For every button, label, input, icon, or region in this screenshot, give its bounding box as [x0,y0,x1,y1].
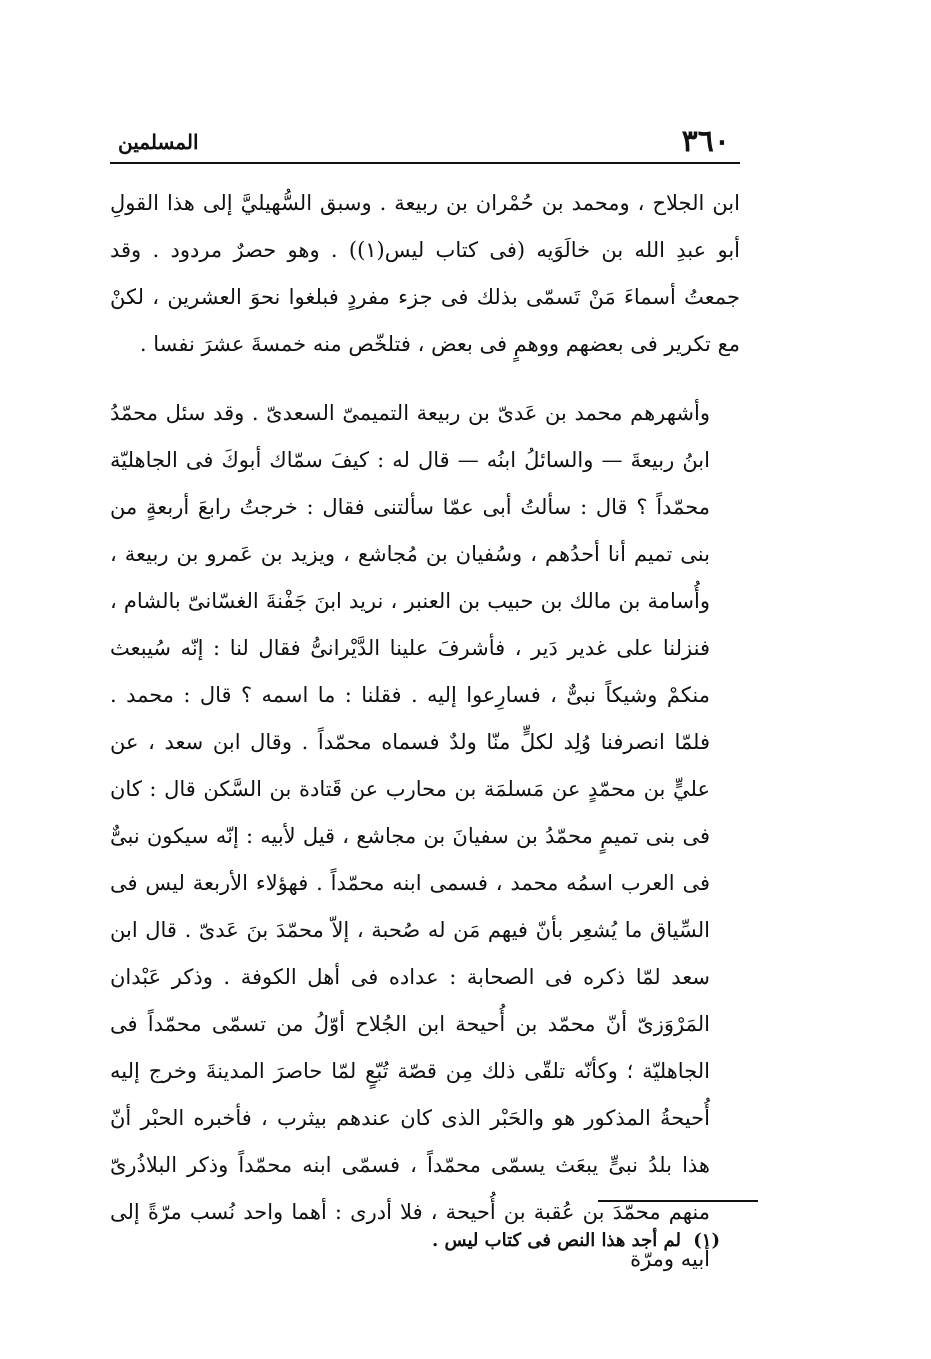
page-header [110,120,740,162]
paragraph-2: وأشهرهم محمد بن عَدىّ بن ربيعة التميمىّ السعدىّ . وقد سئل محمّدُ ابنُ ربيعةَ — والسائلُ ابنُه — قال له : كيفَ سمّاك أبوكَ فى الجاهليّة محمّداً ؟ قال : سألتُ أبى عمّا سألتنى فقال : خرجتُ رابعَ أربعةٍ من بنى تميم أنا أحدُهم ، وسُفيان بن مُجاشع ، ويزيد بن عَمرو بن ربيعة ، وأُسامة بن مالك بن حبيب بن العنبر ، نريد ابنَ جَفْنةَ الغسّانىّ بالشام ، فنزلنا على غدير دَير ، فأشرفَ علينا الدَّيْرانىُّ فقال لنا : إنّه سُيبعث منكمْ وشيكاً نبىٌّ ، فسارِعوا إليه . فقلنا : ما اسمه ؟ قال : محمد . فلمّا انصرفنا وُلِد لكلٍّ منّا ولدٌ فسماه محمّداً . وقال ابن سعد ، عن عليٍّ بن محمّدٍ عن مَسلمَة بن محارب عن قَتادة بن السَّكن قال : كان فى بنى تميمٍ محمّدُ بن سفيانَ بن مجاشع ، قيل لأبيه : إنّه سيكون نبىٌّ فى العرب اسمُه محمد ، فسمى ابنه محمّداً . فهؤلاء الأربعة ليس فى السِّياق ما يُشعِر بأنّ فيهم مَن له صُحبة ، إلاّ محمّدَ بنَ عَدىّ . قال ابن سعد لمّا ذكره فى الصحابة : عداده فى أهل الكوفة . وذكر عَبْدان المَرْوَزىّ أنّ محمّد بن أُحيحة ابن الجُلاح أوّلُ من تسمّى محمّداً فى الجاهليّة ؛ وكأنّه تلقّى ذلك مِن قصّة تُبّعٍ لمّا حاصرَ المدينةَ وخرج إليه أُحيحةُ المذكور هو والحَبْر الذى كان عندهم بيثرب ، فأخبره الحبْر أنّ هذا بلدُ نبىٍّ يبعَث يسمّى محمّداً ، فسمّى ابنه محمّداً وذكر البلاذُرىّ منهم محمّدَ بن عُقبة بن أُحيحة ، فلا أدرى : أهما واحد نُسب مرّةً إلى أبيه ومرّة [110,401,710,1271]
main-text [110,180,740,1283]
footnote-marker: (١) [693,1230,720,1251]
paragraph-1: ابن الجلاح ، ومحمد بن حُمْران بن ربيعة . وسبق السُّهيليَّ إلى هذا القولِ أبو عبدِ الله بن خالَوَيه (فى كتاب ليس(١)) . وهو حصرٌ مردود . وقد جمعتُ أسماءَ مَنْ تَسمّى بذلك فى جزء مفردٍ فبلغوا نحوَ العشرين ، لكنْ مع تكرير فى بعضهم ووهمٍ فى بعض ، فتلخّص منه خمسةَ عشرَ نفسا . [110,191,741,356]
footnote [200,1226,720,1256]
page-number: ٣٦٠ [681,124,730,159]
footnote-rule [598,1200,758,1202]
running-head: المسلمين [118,130,199,154]
footnote-text: لم أجد هذا النص فى كتاب ليس . [431,1230,681,1251]
header-rule [110,162,740,164]
